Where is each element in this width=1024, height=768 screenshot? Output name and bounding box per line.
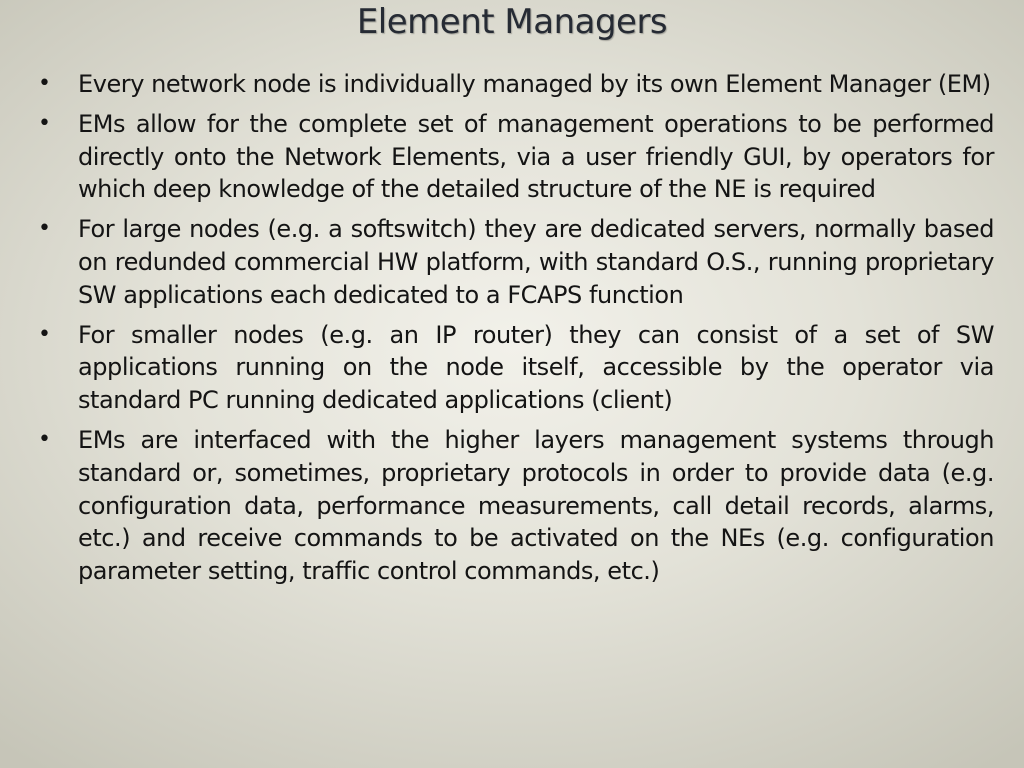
bullet-item xyxy=(38,108,994,206)
bullet-dot-icon: • xyxy=(38,216,51,242)
slide-title: Element Managers xyxy=(356,2,668,42)
bullet-dot-icon: • xyxy=(38,71,51,96)
bullet-list xyxy=(38,68,994,595)
bullet-text: For large nodes (e.g. a softswitch) they are dedicated servers, normally based on redunded commercial HW platform, with standard O.S., running proprietary SW applications each dedicated to a FCAPS function xyxy=(78,215,994,309)
bullet-dot-icon: • xyxy=(38,321,51,347)
bullet-item xyxy=(38,319,994,417)
bullet-dot-icon: • xyxy=(38,110,51,136)
bullet-item xyxy=(38,68,994,101)
bullet-dot-icon: • xyxy=(38,426,51,452)
bullet-text: For smaller nodes (e.g. an IP router) they can consist of a set of SW applications running on the node itself, accessible by the operator via standard PC running dedicated applications (client) xyxy=(78,320,994,415)
bullet-text: EMs allow for the complete set of management operations to be performed directly onto the Network Elements, via a user friendly GUI, by operators for which deep knowledge of the detailed structure of the NE is required xyxy=(78,109,994,204)
bullet-text: Every network node is individually managed by its own Element Manager (EM) xyxy=(78,70,991,98)
bullet-item xyxy=(38,424,994,588)
bullet-item xyxy=(38,213,994,311)
bullet-text: EMs are interfaced with the higher layers management systems through standard or, sometimes, proprietary protocols in order to provide data (e.g. configuration data, performance measurements, call detail records, alarms, etc.) and receive commands to be activated on the NEs (e.g. configuration parameter setting, traffic control commands, etc.) xyxy=(78,425,994,586)
